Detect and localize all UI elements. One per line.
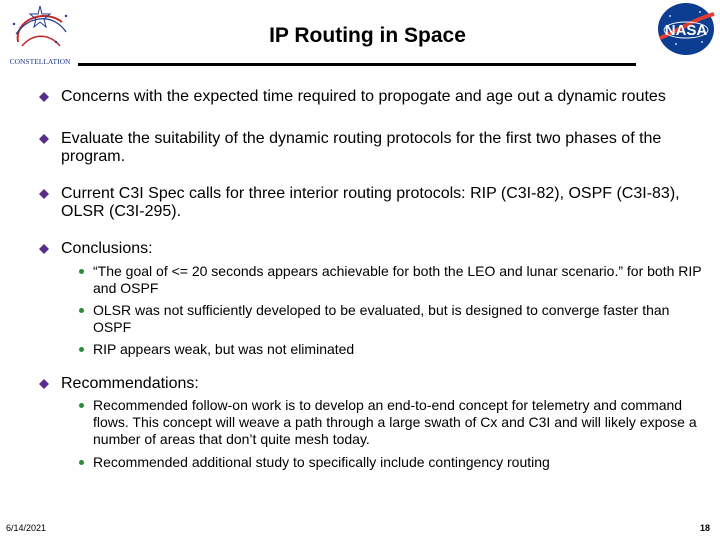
title-divider bbox=[78, 63, 636, 66]
bullet-diamond-icon bbox=[39, 189, 49, 199]
sub-bullet-dot-icon bbox=[79, 460, 84, 465]
bullet-diamond-icon bbox=[39, 379, 49, 389]
sub-bullet-dot-icon bbox=[79, 403, 84, 408]
sub-bullet-text: Recommended additional study to specifically include contingency routing bbox=[93, 454, 550, 470]
bullet-text: Recommendations: bbox=[61, 375, 199, 392]
sub-bullet-dot-icon bbox=[79, 308, 84, 313]
page-number: 18 bbox=[700, 523, 711, 533]
sub-bullet-text: RIP appears weak, but was not eliminated bbox=[93, 341, 355, 357]
sub-bullet-text: “The goal of <= 20 seconds appears achievable for both the LEO and lunar scenario.” for both RIP and OSPF bbox=[93, 263, 702, 296]
bullet-diamond-icon bbox=[39, 92, 49, 102]
bullet-text: Current C3I Spec calls for three interior routing protocols: RIP (C3I-82), OSPF (C3I-83), OLSR (C3I-295). bbox=[61, 185, 680, 220]
constellation-logo-caption: CONSTELLATION bbox=[9, 57, 71, 66]
footer-date: 6/14/2021 bbox=[6, 523, 47, 533]
bullet-text: Evaluate the suitability of the dynamic routing protocols for the first two phases of the program. bbox=[61, 130, 662, 165]
bullet-text: Concerns with the expected time required to propogate and age out a dynamic routes bbox=[61, 88, 666, 105]
bullet-diamond-icon bbox=[39, 134, 49, 144]
bullet-text: Conclusions: bbox=[61, 240, 153, 257]
bullet-diamond-icon bbox=[39, 244, 49, 254]
sub-bullet-text: Recommended follow-on work is to develop an end-to-end concept for telemetry and command flows. This concept will weave a path through a large swath of Cx and C3I and will likely expose a number of areas that don’t quite mesh today. bbox=[93, 397, 697, 447]
nasa-logo-caption: NASA bbox=[664, 22, 708, 39]
sub-bullet-dot-icon bbox=[79, 269, 84, 274]
sub-bullet-dot-icon bbox=[79, 347, 84, 352]
sub-bullet-text: OLSR was not sufficiently developed to be evaluated, but is designed to converge faster than OSPF bbox=[93, 302, 670, 335]
slide-title: IP Routing in Space bbox=[269, 24, 466, 47]
